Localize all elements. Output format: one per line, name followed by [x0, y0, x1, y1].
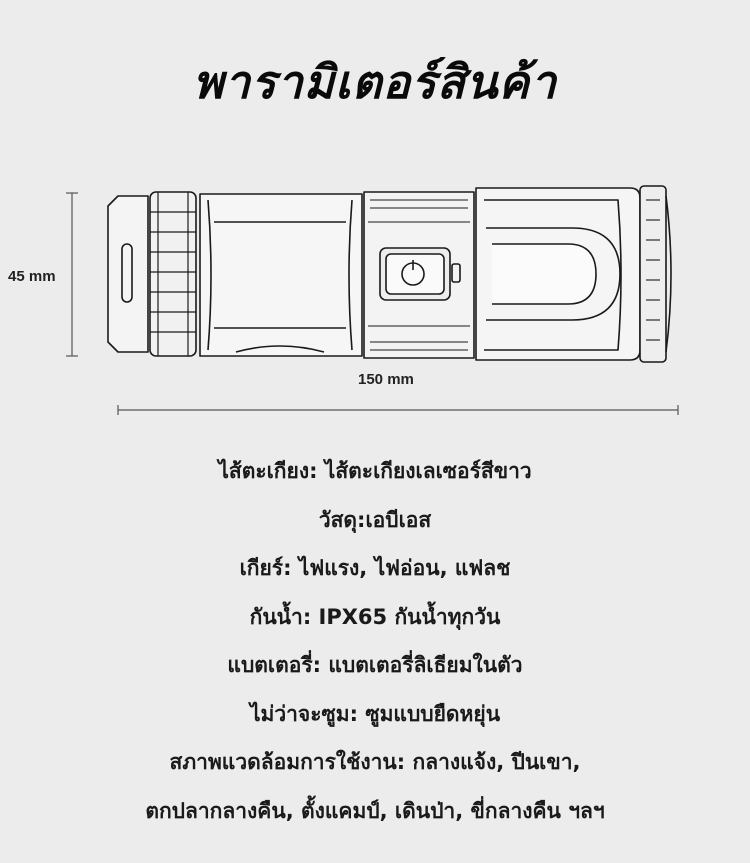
spec-item-gear: เกียร์: ไฟแรง, ไฟอ่อน, แฟลช: [239, 556, 511, 580]
spec-item-battery: แบตเตอรี่: แบตเตอรี่ลิเธียมในตัว: [227, 653, 523, 677]
spec-item-environment-cont: ตกปลากลางคืน, ตั้งแคมป์, เดินป่า, ขี่กลางคืน ฯลฯ: [145, 798, 605, 823]
spec-list: [0, 451, 750, 839]
flashlight-icon: [108, 186, 671, 362]
spec-item-material: วัสดุ:เอบีเอส: [318, 507, 432, 532]
spec-item-environment: สภาพแวดล้อมการใช้งาน: กลางแจ้ง, ปีนเขา,: [169, 750, 581, 774]
height-dimension-line: [66, 193, 78, 356]
page-title: พารามิเตอร์สินค้า: [192, 55, 558, 109]
height-label: 45 mm: [8, 268, 56, 285]
width-label: 150 mm: [358, 371, 414, 388]
spec-item-waterproof: กันน้ำ: IPX65 กันน้ำทุกวัน: [249, 604, 501, 629]
spec-item-zoom: ไม่ว่าจะซูม: ซูมแบบยืดหยุ่น: [249, 701, 501, 726]
spec-item-wick: ไส้ตะเกียง: ไส้ตะเกียงเลเซอร์สีขาว: [218, 459, 532, 483]
width-dimension-line: [118, 405, 678, 415]
